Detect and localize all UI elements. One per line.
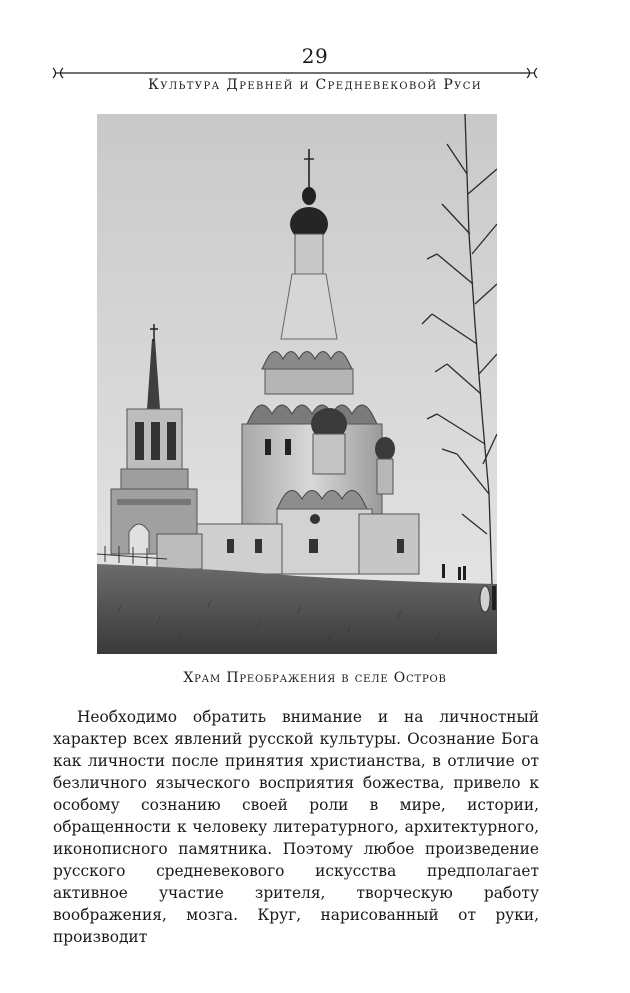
paragraph: Необходимо обратить внимание и на личностный характер всех явлений русской культуры. Осознание Бога как личности после принятия христианства, в отличие от безличного языческого восприятия божества, привело к особому сознанию своей роли в мире, истории, обращенности к человеку литературного, архитектурного, иконописного памятника. Поэтому любое произведение русского средневекового искусства предполагает активное участие зрителя, творческую работу воображения, мозга. Круг, нарисованный от руки, производит (53, 708, 539, 946)
church-photo (97, 114, 497, 654)
body-text (53, 706, 539, 948)
running-head: Культура Древней и Средневековой Руси (148, 77, 482, 93)
page-number: 29 (301, 44, 329, 68)
figure-caption: Храм Преображения в селе Остров (183, 670, 447, 686)
